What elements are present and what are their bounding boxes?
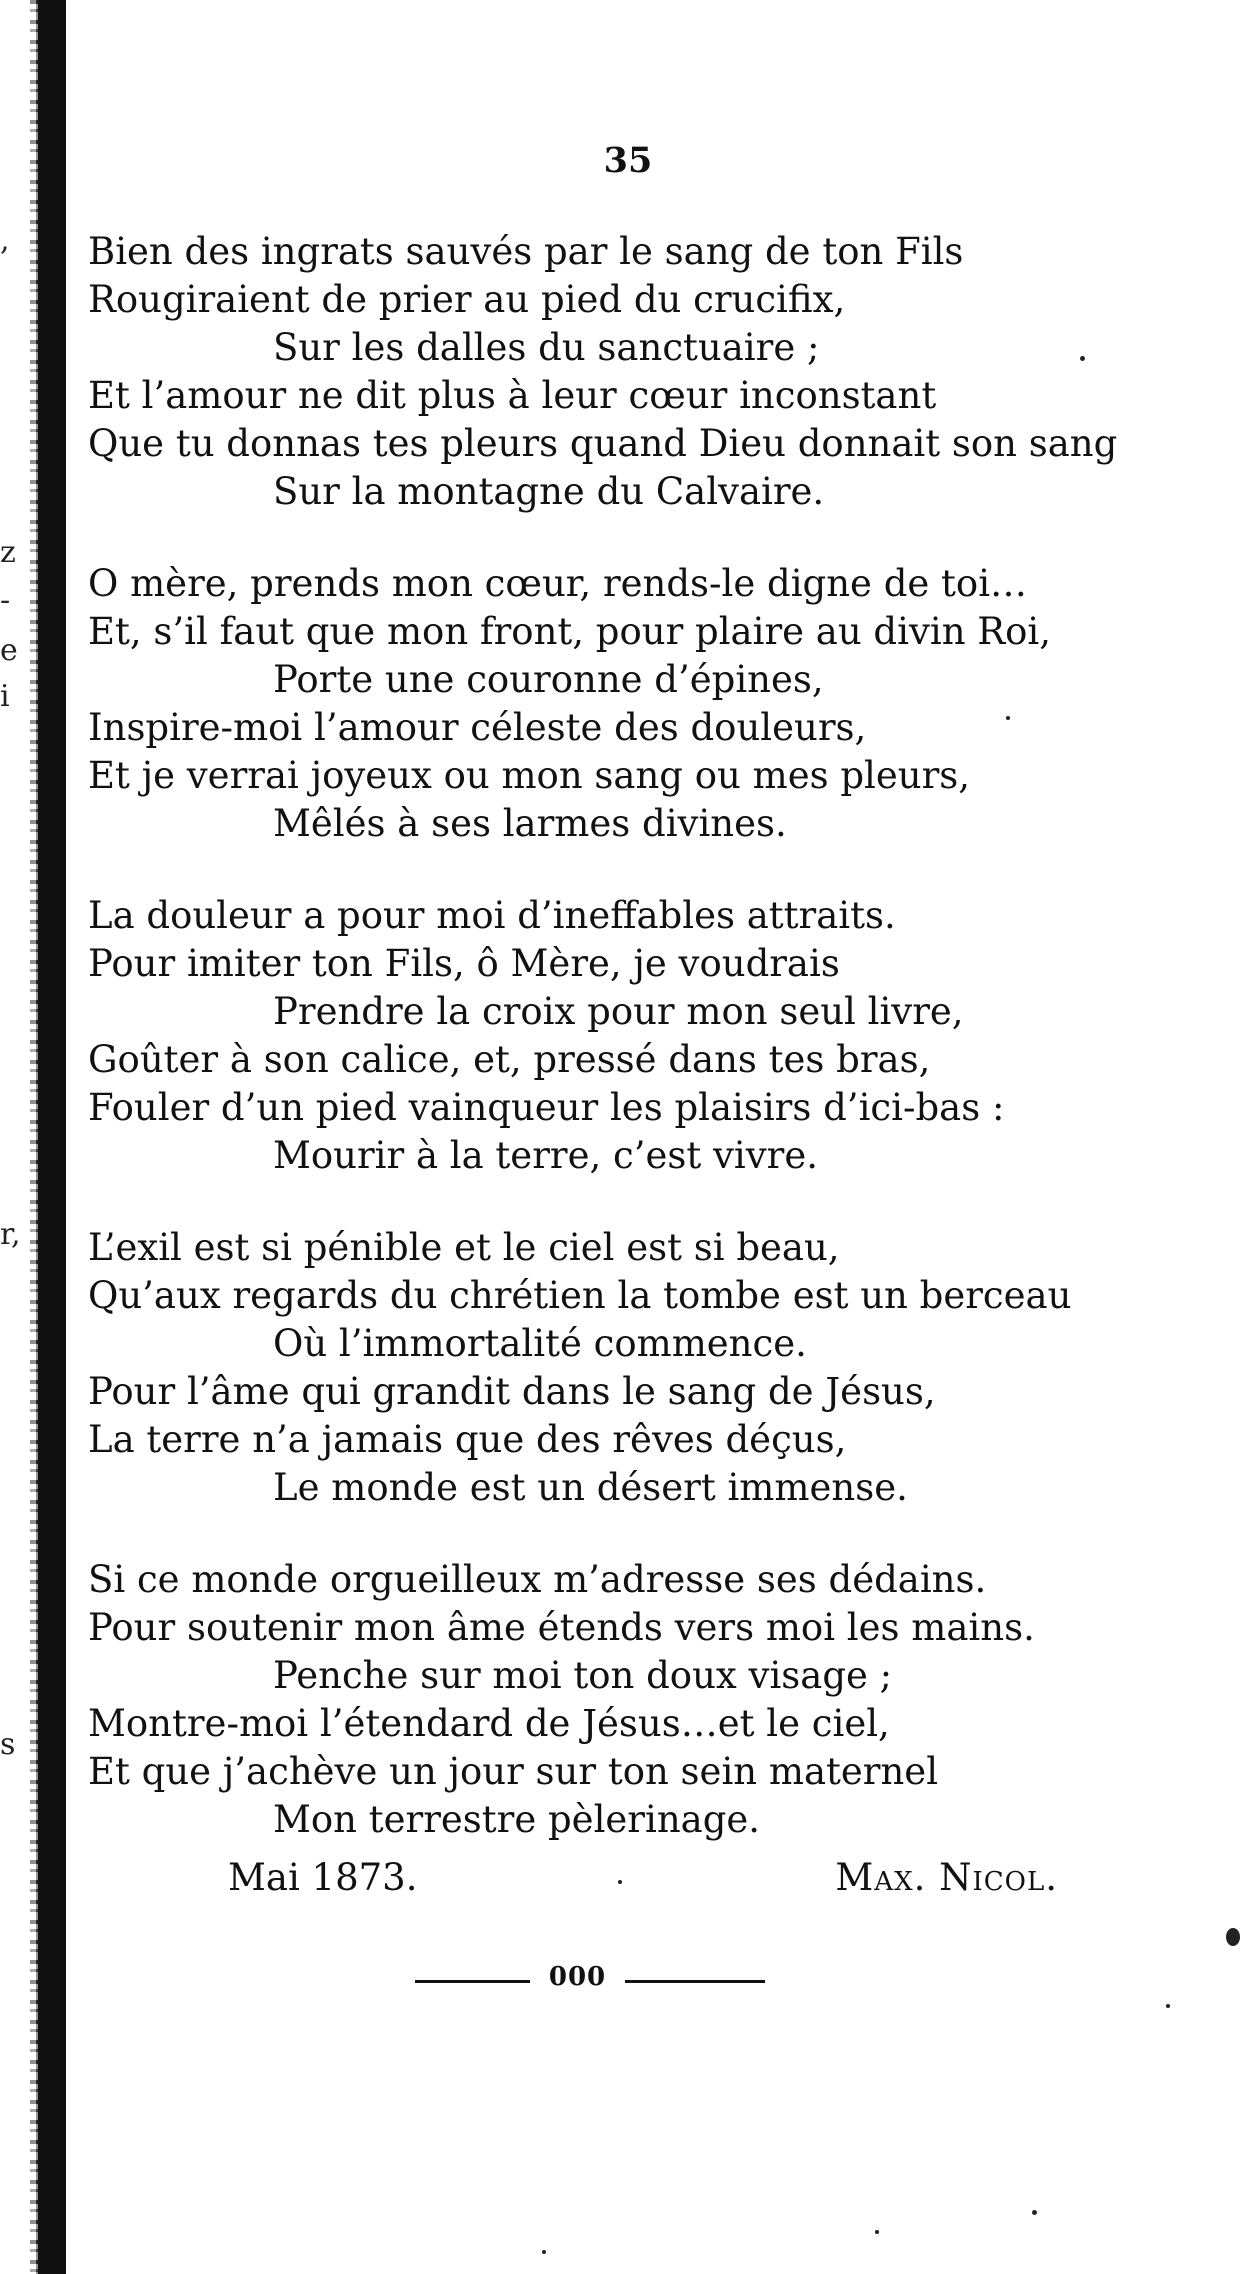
print-speck: [1166, 2004, 1170, 2008]
margin-fragment: -: [0, 583, 11, 618]
poem-stanza: [88, 560, 1188, 848]
poem-line: Et l’amour ne dit plus à leur cœur inconstant: [88, 374, 937, 417]
book-binding-edge: [36, 0, 66, 2274]
print-speck: [1032, 2210, 1037, 2215]
print-speck: [875, 2230, 879, 2234]
poem-line: Pour imiter ton Fils, ô Mère, je voudrais: [88, 942, 840, 985]
poem-line: Que tu donnas tes pleurs quand Dieu donnait son sang: [88, 422, 1118, 465]
poem-line: O mère, prends mon cœur, rends-le digne de toi…: [88, 562, 1028, 605]
poem-author: Max. Nicol.: [835, 1856, 1058, 1899]
poem-line: Sur les dalles du sanctuaire ;: [273, 326, 820, 369]
poem-line: Et je verrai joyeux ou mon sang ou mes pleurs,: [88, 754, 971, 797]
poem-line: Et que j’achève un jour sur ton sein maternel: [88, 1750, 939, 1793]
ornament-rule-left: [415, 1980, 530, 1983]
poem-line: Qu’aux regards du chrétien la tombe est un berceau: [88, 1274, 1072, 1317]
margin-fragment: r,: [0, 1217, 21, 1252]
margin-fragment: ,: [0, 223, 10, 258]
poem-line: Goûter à son calice, et, pressé dans tes bras,: [88, 1038, 931, 1081]
ornament-center: 000: [548, 1962, 607, 1992]
poem-line: Inspire-moi l’amour céleste des douleurs,: [88, 706, 867, 749]
poem-line: Le monde est un désert immense.: [273, 1466, 908, 1509]
poem-line: Penche sur moi ton doux visage ;: [273, 1654, 893, 1697]
print-speck: [618, 1880, 622, 1884]
print-speck: [542, 2250, 546, 2254]
poem: [88, 228, 1188, 1888]
margin-fragment: z: [0, 535, 16, 570]
poem-line: Sur la montagne du Calvaire.: [273, 470, 825, 513]
poem-line: La terre n’a jamais que des rêves déçus,: [88, 1418, 847, 1461]
poem-stanza: [88, 1556, 1188, 1844]
ornament-rule-right: [625, 1980, 765, 1983]
poem-line: Fouler d’un pied vainqueur les plaisirs d’ici-bas :: [88, 1086, 1005, 1129]
poem-line: Rougiraient de prier au pied du crucifix,: [88, 278, 846, 321]
poem-stanza: [88, 228, 1188, 516]
print-speck: [1080, 356, 1085, 361]
poem-date: Mai 1873.: [228, 1856, 418, 1899]
poem-line: Si ce monde orgueilleux m’adresse ses dédains.: [88, 1558, 987, 1601]
poem-stanza: [88, 1224, 1188, 1512]
print-speck: [1006, 716, 1010, 720]
poem-line: Montre-moi l’étendard de Jésus…et le ciel,: [88, 1702, 890, 1745]
poem-line: Où l’immortalité commence.: [273, 1322, 807, 1365]
poem-line: La douleur a pour moi d’ineffables attraits.: [88, 894, 896, 937]
poem-line: Pour soutenir mon âme étends vers moi les mains.: [88, 1606, 1035, 1649]
poem-line: Bien des ingrats sauvés par le sang de ton Fils: [88, 230, 964, 273]
poem-line: Mourir à la terre, c’est vivre.: [273, 1134, 818, 1177]
print-speck: [1226, 1928, 1240, 1946]
end-ornament: [415, 1960, 765, 2000]
margin-fragment: s: [0, 1727, 16, 1762]
poem-line: Et, s’il faut que mon front, pour plaire au divin Roi,: [88, 610, 1052, 653]
page-number: 35: [603, 140, 653, 181]
poem-line: Porte une couronne d’épines,: [273, 658, 824, 701]
poem-line: Prendre la croix pour mon seul livre,: [273, 990, 964, 1033]
poem-line: Mêlés à ses larmes divines.: [273, 802, 787, 845]
margin-fragment: e: [0, 633, 18, 668]
poem-line: Mon terrestre pèlerinage.: [273, 1798, 761, 1841]
poem-stanza: [88, 892, 1188, 1180]
poem-line: Pour l’âme qui grandit dans le sang de Jésus,: [88, 1370, 936, 1413]
binding-texture: [30, 0, 38, 2274]
poem-line: L’exil est si pénible et le ciel est si beau,: [88, 1226, 840, 1269]
margin-fragment: i: [0, 679, 10, 714]
